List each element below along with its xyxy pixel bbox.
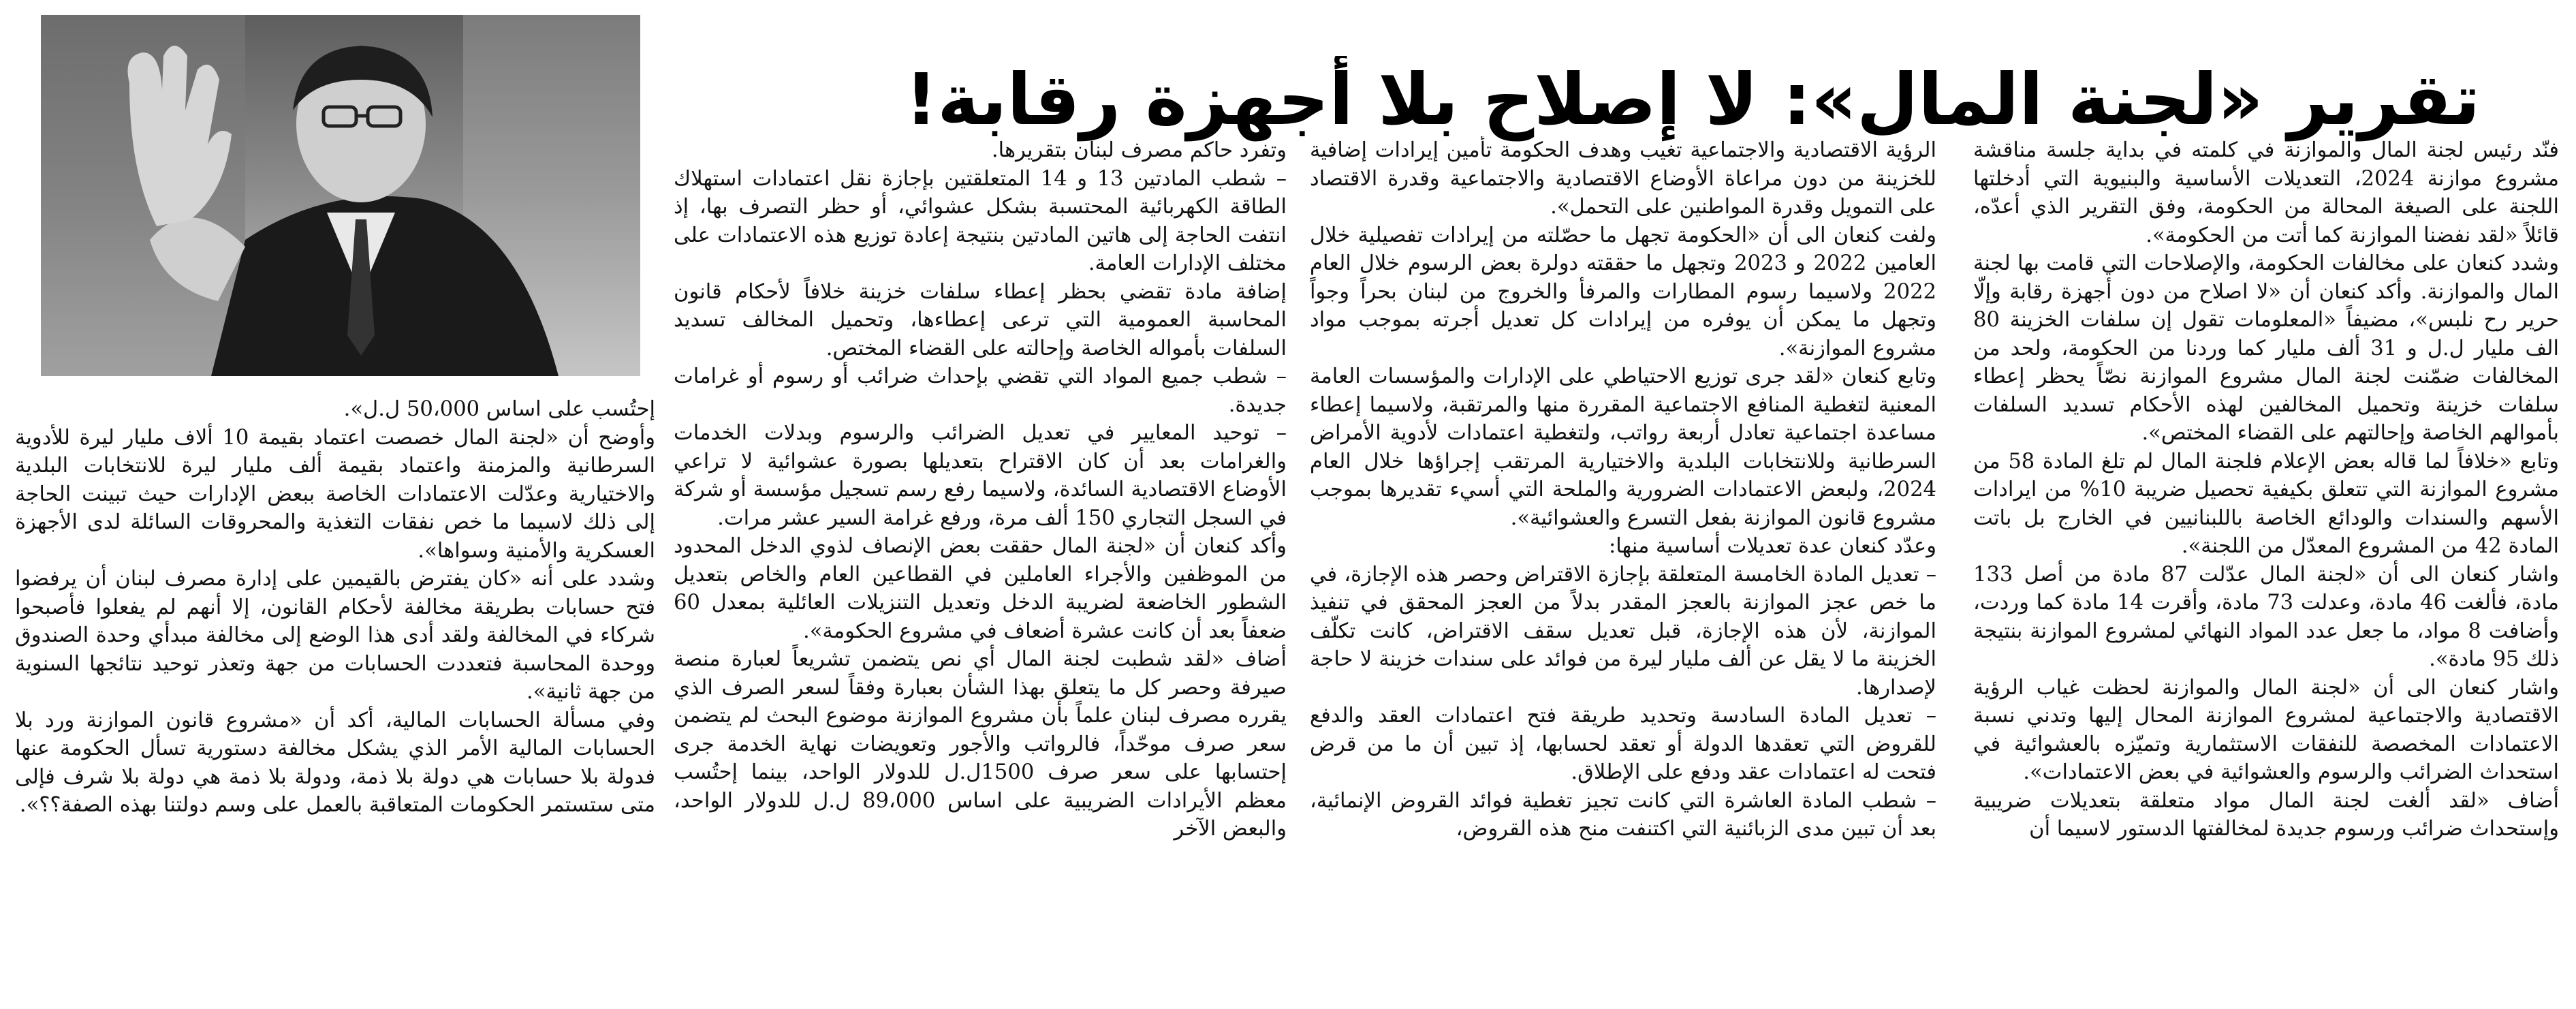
article-photo [41,15,640,376]
article-column-2: الرؤية الاقتصادية والاجتماعية تغيب وهدف الحكومة تأمين إيرادات إضافية للخزينة من دون مراعاة الأوضاع الاقتصادية والاجتماعية وقدرة الاقتصاد على التمويل وقدرة المواطنين على التحمل». ولفت كنعان الى أن «الحكومة تجهل ما حصّلته من إيرادات تفصيلية خلال العامين 2022 و 2023 وتجهل ما حققته دولرة بعض الرسوم خلال العام 2022 ولاسيما رسوم المطارات والمرفأ والخروج من لبنان بحراً وجواً وتجهل ما يمكن أن يوفره من إيرادات كل تعديل أجرته بموجب مواد مشروع الموازنة». وتابع كنعان «لقد جرى توزيع الاحتياطي على الإدارات والمؤسسات العامة المعنية لتغطية المنافع الاجتماعية المقررة منها والمرتقبة، ولاسيما إعطاء مساعدة اجتماعية تعادل أربعة رواتب، ولتغطية اعتمادات لأدوية الأمراض السرطانية وللانتخابات البلدية والاختيارية المرتقب إجراؤها خلال العام 2024، ولبعض الاعتمادات الضرورية والملحة التي أسيء تقديرها بموجب مشروع قانون الموازنة بفعل التسرع والعشوائية». وعدّد كنعان عدة تعديلات أساسية منها: – تعديل المادة الخامسة المتعلقة بإجازة الاقتراض وحصر هذه الإجازة، في ما خص عجز الموازنة بالعجز المقدر بدلاً من العجز المحقق في تنفيذ الموازنة، لأن هذه الإجازة، قبل تعديل سقف الاقتراض، كانت تكلّف الخزينة ما لا يقل عن ألف مليار ليرة من فوائد على سندات خزينة لا حاجة لإصدارها. – تعديل المادة السادسة وتحديد طريقة فتح اعتمادات العقد والدفع للقروض التي تعقدها الدولة أو تعقد لحسابها، إذ تبين أن ما من قرض فتحت له اعتمادات عقد ودفع على الإطلاق. – شطب المادة العاشرة التي كانت تجيز تغطية فوائد القروض الإنمائية، بعد أن تبين مدى الزبائنية التي اكتنفت منح هذه القروض، [1310,138,1936,841]
article-headline: تقرير «لجنة المال»: لا إصلاح بلا أجهزة رقابة! [905,57,2481,141]
photo-illustration [41,15,640,376]
article-column-3: وتفرد حاكم مصرف لبنان بتقريرها. – شطب المادتين 13 و 14 المتعلقتين بإجازة نقل اعتمادات استهلاك الطاقة الكهربائية المحتسبة بشكل عشوائي، أو حظر التصرف بها، إذ انتفت الحاجة إلى هاتين المادتين بنتيجة إعادة توزيع هذه الاعتمادات على مختلف الإدارات العامة. إضافة مادة تقضي بحظر إعطاء سلفات خزينة خلافاً لأحكام قانون المحاسبة العمومية التي ترعى إعطاءها، وتحميل المخالف تسديد السلفات بأمواله الخاصة وإحالته على القضاء المختص. – شطب جميع المواد التي تقضي بإحداث ضرائب أو رسوم أو غرامات جديدة. – توحيد المعايير في تعديل الضرائب والرسوم وبدلات الخدمات والغرامات بعد أن كان الاقتراح بتعديلها بصورة عشوائية لا تراعي الأوضاع الاقتصادية السائدة، ولاسيما رفع رسم تسجيل مؤسسة أو شركة في السجل التجاري 150 ألف مرة، ورفع غرامة السير عشر مرات. وأكد كنعان أن «لجنة المال حققت بعض الإنصاف لذوي الدخل المحدود من الموظفين والأجراء العاملين في القطاعين العام والخاص بتعديل الشطور الخاضعة لضريبة الدخل وتعديل التنزيلات العائلية بمعدل 60 ضعفاً بعد أن كانت عشرة أضعاف في مشروع الحكومة». أضاف «لقد شطبت لجنة المال أي نص يتضمن تشريعاً لعبارة منصة صيرفة وحصر كل ما يتعلق بهذا الشأن بعبارة وفقاً لسعر الصرف الذي يقرره مصرف لبنان علماً بأن مشروع الموازنة موضوع البحث لم يتضمن سعر صرف موحّداً، فالرواتب والأجور وتعويضات نهاية الخدمة جرى إحتسابها على سعر صرف 1500ل.ل للدولار الواحد، بينما إحتُسب معظم الأيرادات الضريبية على اساس 89،000 ل.ل للدولار الواحد، والبعض الآخر [674,138,1287,841]
article-column-4: إحتُسب على اساس 50،000 ل.ل». وأوضح أن «لجنة المال خصصت اعتماد بقيمة 10 ألاف مليار ليرة للأدوية السرطانية والمزمنة واعتماد بقيمة ألف مليار ليرة للانتخابات البلدية والاختيارية وعدّلت الاعتمادات الخاصة ببعض الإدارات حيث تبينت الحاجة إلى ذلك لاسيما ما خص نفقات التغذية والمحروقات السائلة لدى الأجهزة العسكرية والأمنية وسواها». وشدد على أنه «كان يفترض بالقيمين على إدارة مصرف لبنان أن يرفضوا فتح حسابات بطريقة مخالفة لأحكام القانون، إلا أنهم لم يفعلوا فأصبحوا شركاء في المخالفة ولقد أدى هذا الوضع إلى مخالفة مبدأي وحدة الصندوق ووحدة المحاسبة فتعددت الحسابات من جهة وتعذر توحيد نتائجها السنوية من جهة ثانية». وفي مسألة الحسابات المالية، أكد أن «مشروع قانون الموازنة ورد بلا الحسابات المالية الأمر الذي يشكل مخالفة دستورية تسأل الحكومة عنها فدولة بلا حسابات هي دولة بلا ذمة، ودولة بلا ذمة هي دولة بلا شرف فإلى متى ستستمر الحكومات المتعاقبة بالعمل على وسم دولتنا بهذه الصفة؟؟». [15,397,655,817]
article-column-1: فنّد رئيس لجنة المال والموازنة في كلمته في بداية جلسة مناقشة مشروع موازنة 2024، التعديلات الأساسية والبنيوية التي أدخلتها اللجنة على الصيغة المحالة من الحكومة، وفق التقرير الذي أعدّه، قائلاً «لقد نفضنا الموازنة كما أتت من الحكومة». وشدد كنعان على مخالفات الحكومة، والإصلاحات التي قامت بها لجنة المال والموازنة. وأكد كنعان أن «لا اصلاح من دون أجهزة رقابة وإلّا حرير رح نلبس»، مضيفاً «المعلومات تقول إن سلفات الخزينة 80 الف مليار ل.ل و 31 ألف مليار كما وردنا من الحكومة، ولحد من المخالفات ضمّنت لجنة المال مشروع الموازنة نصّاً يحظر إعطاء سلفات خزينة وتحميل المخالفين لهذه الأحكام تسديد السلفات بأموالهم الخاصة وإحالتهم على القضاء المختص». وتابع «خلافاً لما قاله بعض الإعلام فلجنة المال لم تلغ المادة 58 من مشروع الموازنة التي تتعلق بكيفية تحصيل ضريبة 10% من ايرادات الأسهم والسندات والودائع الخاصة باللبنانيين في الخارج بل باتت المادة 42 من المشروع المعدّل من اللجنة». واشار كنعان الى أن «لجنة المال عدّلت 87 مادة من أصل 133 مادة، فألغت 46 مادة، وعدلت 73 مادة، وأقرت 14 مادة كما وردت، وأضافت 8 مواد، ما جعل عدد المواد النهائي لمشروع الموازنة بنتيجة ذلك 95 مادة». واشار كنعان الى أن «لجنة المال والموازنة لحظت غياب الرؤية الاقتصادية والاجتماعية لمشروع الموازنة المحال إليها وتدني نسبة الاعتمادات المخصصة للنفقات الاستثمارية وتميّزه بالعشوائية في استحداث الضرائب والرسوم والعشوائية في بعض الاعتمادات». أضاف «لقد ألغت لجنة المال مواد متعلقة بتعديلات ضريبية وإستحداث ضرائب ورسوم جديدة لمخالفتها الدستور لاسيما أن [1973,138,2559,841]
